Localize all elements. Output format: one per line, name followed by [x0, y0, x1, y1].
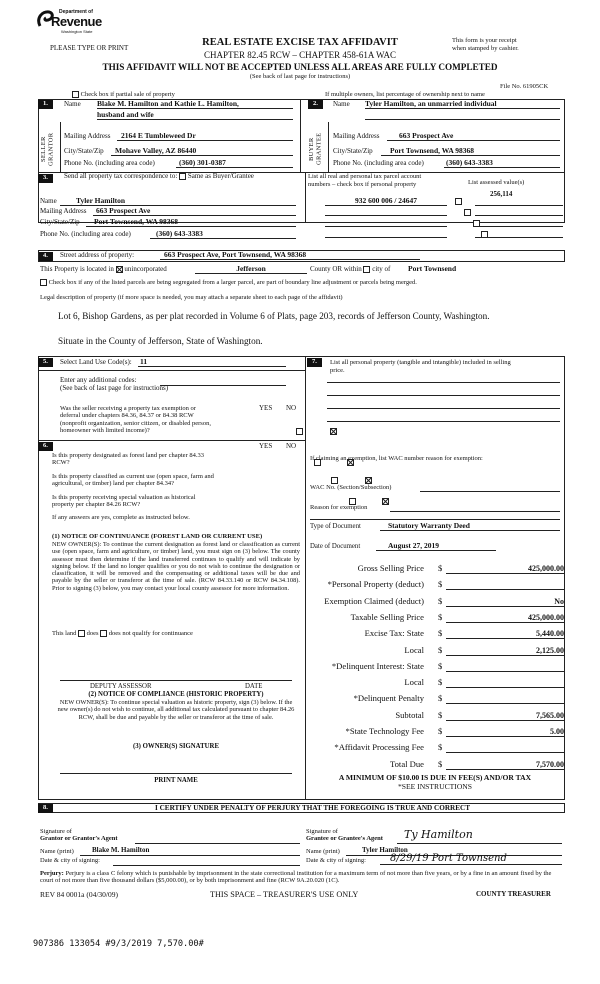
s5-q1-no-checkbox[interactable]	[330, 428, 337, 435]
seller-phone: (360) 301-0387	[176, 159, 293, 168]
form-warning: THIS AFFIDAVIT WILL NOT BE ACCEPTED UNLESS ALL AREAS ARE FULLY COMPLETED	[102, 62, 498, 72]
fee-label: *Delinquent Penalty	[353, 693, 424, 703]
fee-currency: $	[438, 628, 443, 638]
fee-currency: $	[438, 759, 443, 769]
dor-logo	[37, 8, 102, 38]
seller-side-label: SELLER GRANTOR	[40, 132, 55, 166]
fee-label: *Delinquent Interest: State	[331, 661, 424, 671]
section-6-badge: 6.	[38, 442, 53, 451]
county-or-within: County OR within city of	[310, 265, 391, 274]
legal-description-2: Situate in the County of Jefferson, State of Washington.	[58, 336, 263, 346]
minimum-fee-note: A MINIMUM OF $10.00 IS DUE IN FEE(S) AND/OR TAX	[338, 773, 532, 782]
fee-value: 5,440.00	[446, 628, 564, 639]
section-3-intro: Send all property tax correspondence to: Same as Buyer/Grantee	[64, 172, 254, 181]
seller-name-1: Blake M. Hamilton and Kathie L. Hamilton,	[97, 100, 293, 109]
certify-statement: I CERTIFY UNDER PENALTY OF PERJURY THAT THE FOREGOING IS TRUE AND CORRECT	[155, 804, 470, 812]
fee-value	[446, 579, 564, 590]
fee-currency: $	[438, 645, 443, 655]
city-of-checkbox[interactable]	[363, 266, 370, 273]
fee-value: No	[446, 596, 564, 607]
fee-value	[446, 693, 564, 704]
section-4-badge: 4.	[38, 252, 53, 261]
s6-q2: Is this property classified as current use (open space, farm and agricultural, or timber) land per chapter 84.34?	[52, 473, 214, 488]
fee-currency: $	[438, 726, 443, 736]
see-instructions-note: *SEE INSTRUCTIONS	[397, 782, 473, 791]
fee-value: 425,000.00	[446, 563, 564, 574]
s6-q2-no-checkbox[interactable]	[365, 477, 372, 484]
this-land-row: This land does does not qualify for continuance	[52, 630, 193, 637]
grantor-date-label: Date & city of signing:	[40, 857, 100, 864]
buyer-phone-label: Phone No. (including area code)	[333, 159, 424, 167]
seller-phone-label: Phone No. (including area code)	[64, 159, 155, 167]
buyer-side-label: BUYER GRANTEE	[308, 132, 323, 166]
grantee-date-label: Date & city of signing:	[306, 857, 366, 864]
treasurer-stamp: 907386 133054 #9/3/2019 7,570.00#	[33, 939, 204, 949]
fee-currency: $	[438, 710, 443, 720]
fee-label: Excise Tax: State	[364, 628, 424, 638]
s6-q1: Is this property designated as forest land per chapter 84.33 RCW?	[52, 452, 204, 467]
buyer-name-label: Name	[333, 100, 350, 108]
fee-value: 2,125.00	[446, 645, 564, 656]
buyer-phone: (360) 643-3383	[444, 159, 560, 168]
legal-description-1: Lot 6, Bishop Gardens, as per plat recorded in Volume 6 of Plats, page 203, records of Jefferson County, Washington.	[58, 311, 490, 321]
same-as-buyer-label: Same as Buyer/Grantee	[187, 172, 254, 181]
logo-line1: Department of	[59, 9, 93, 15]
notice-continuance-title: (1) NOTICE OF CONTINUANCE (FOREST LAND OR CURRENT USE)	[52, 533, 263, 540]
fee-currency: $	[438, 612, 443, 622]
buyer-city-label: City/State/Zip	[333, 147, 373, 155]
perjury-notice: Perjury: Perjury is a class C felony which is punishable by imprisonment in the state correctional institution for a maximum term of not more than five years, or by a fine in an amount fixed by the court of not more than five thousand dollars ($5,000.00), or by both imprisonment and fine (RCW 9A.20.020 (1C).	[40, 870, 552, 885]
segregated-checkbox[interactable]	[40, 279, 47, 286]
seller-mailing: 2164 E Tumbleweed Dr	[117, 132, 293, 141]
print-name-label: PRINT NAME	[154, 777, 198, 784]
fee-value: 5.00	[446, 726, 564, 737]
s5-q1: Was the seller receiving a property tax exemption or deferral under chapters 84.36, 84.37 or 84.38 RCW (nonprofit organization, senior citizen, or disabled person, homeowner with limited income)?	[60, 405, 211, 434]
receipt-note-1: This form is your receipt	[452, 37, 517, 44]
notice-continuance-body: NEW OWNER(S): To continue the current designation as forest land or classification as current use (open space, farm and agriculture, or timber) land, you must sign on (3) below. The county assessor must then determine if the land transferred continues to qualify and will indicate by signing below. If the land no longer qualifies or you do not wish to continue the designation or classification, it will be removed and the compensating or additional taxes will be due and payable by the seller or transferor at the time of sale. (RCW 84.33.140 or RCW 84.34.108). Prior to signing (3) below, you may contact your local county assessor for more information.	[52, 541, 300, 592]
fee-value	[446, 677, 564, 688]
land-use-code: 11	[138, 358, 286, 367]
doc-date-label: Date of Document	[310, 543, 361, 550]
seller-mailing-label: Mailing Address	[64, 132, 111, 140]
multiple-owners-note: If multiple owners, list percentage of ownership next to name	[325, 91, 485, 98]
s3-city-label: City/State/Zip	[40, 218, 80, 226]
s5-yes-header: YES	[259, 404, 273, 412]
notice-compliance-title: (2) NOTICE OF COMPLIANCE (HISTORIC PROPERTY)	[88, 691, 264, 698]
fee-label: Subtotal	[395, 710, 424, 720]
s6-note: If any answers are yes, complete as instructed below.	[52, 514, 190, 521]
s3-mailing: 663 Prospect Ave	[93, 207, 296, 216]
fee-label: *State Technology Fee	[345, 726, 424, 736]
partial-sale-row	[72, 91, 175, 98]
fee-label: Local	[404, 645, 424, 655]
grantee-date-city: 8/29/19 Port Townsend	[380, 853, 562, 865]
section-1-badge: 1.	[38, 100, 53, 109]
parcel-number: 932 600 006 / 24647	[325, 197, 447, 206]
s5-q1-yes-checkbox[interactable]	[296, 428, 303, 435]
grantor-name: Blake M. Hamilton	[80, 847, 300, 856]
partial-sale-label: Check box if partial sale of property	[80, 91, 175, 98]
parcel-header-1: List all real and personal tax parcel account	[308, 173, 422, 180]
s5-no-header: NO	[286, 404, 297, 412]
fee-label: Exemption Claimed (deduct)	[324, 596, 424, 606]
section-5-badge: 5.	[38, 358, 53, 367]
seller-city: Mohave Valley, AZ 86440	[111, 147, 293, 156]
treasurer-use-only: THIS SPACE – TREASURER'S USE ONLY	[210, 890, 359, 899]
reason-label: Reason for exemption	[310, 504, 368, 511]
fee-value: 7,565.00	[446, 710, 564, 721]
deputy-assessor-label: DEPUTY ASSESSOR	[90, 683, 152, 690]
property-city: Port Townsend	[408, 264, 457, 273]
personal-property-label-2: price.	[330, 367, 345, 374]
fee-value	[446, 661, 564, 672]
wac-field[interactable]	[420, 484, 560, 492]
section-3-badge: 3.	[38, 174, 53, 183]
doc-date: August 27, 2019	[376, 542, 496, 551]
additional-codes-label-2: (See back of last page for instructions)	[60, 384, 169, 392]
parcel-2-checkbox[interactable]	[464, 209, 471, 216]
see-back-note: (See back of last page for instructions)	[249, 73, 351, 80]
section-7-badge: 7.	[307, 358, 322, 367]
fee-label: *Personal Property (deduct)	[327, 579, 424, 589]
property-street: 663 Prospect Ave, Port Townsend, WA 98368	[160, 251, 420, 260]
partial-sale-checkbox[interactable]	[72, 91, 79, 98]
assessed-header: List assessed value(s)	[468, 179, 525, 186]
s6-no-header: NO	[286, 442, 297, 450]
personal-property-label-1: List all personal property (tangible and intangible) included in selling	[330, 359, 511, 366]
logo-word: Revenue	[51, 14, 102, 29]
reason-field[interactable]	[390, 504, 560, 512]
s3-phone: (360) 643-3383	[150, 230, 296, 239]
wac-label: WAC No. (Section/Subsection)	[310, 484, 392, 491]
grantor-name-label: Name (print)	[40, 848, 74, 855]
s3-name: Tyler Hamilton	[60, 197, 296, 206]
buyer-mailing: 663 Prospect Ave	[387, 132, 560, 141]
notice-compliance-body: NEW OWNER(S): To continue special valuation as historic property, sign (3) below. If the new owner(s) do not wish to continue, all additional tax calculated pursuant to chapter 84.26 RCW, shall be due and payable by the seller or transferor at the time of sale.	[57, 699, 295, 721]
s3-city: Port Townsend, WA 98368	[86, 218, 296, 227]
grantee-name: Tyler Hamilton	[346, 847, 562, 856]
land-use-label: Select Land Use Code(s):	[60, 358, 132, 366]
doc-type-label: Type of Document	[310, 523, 361, 530]
receipt-note-2: when stamped by cashier.	[452, 45, 519, 52]
street-label: Street address of property:	[60, 251, 135, 259]
unincorporated-checkbox[interactable]	[116, 266, 123, 273]
assessed-value: 256,114	[490, 190, 513, 198]
fee-value	[446, 742, 564, 753]
s6-q3-no-checkbox[interactable]	[382, 498, 389, 505]
fee-label: Total Due	[389, 759, 424, 769]
s6-q3: Is this property receiving special valuation as historical property per chapter 84.26 RCW?	[52, 494, 196, 509]
deputy-date-label: DATE	[245, 683, 263, 690]
rev-number: REV 84 0001a (04/30/09)	[40, 890, 118, 899]
grantee-name-label: Name (print)	[306, 848, 340, 855]
seller-city-label: City/State/Zip	[64, 147, 104, 155]
property-located-row: This Property is located in unincorporated	[40, 265, 167, 274]
buyer-city: Port Townsend, WA 98368	[381, 147, 560, 156]
file-number: File No. 61905CK	[500, 83, 549, 90]
fee-label: Gross Selling Price	[357, 563, 424, 573]
doc-type: Statutory Warranty Deed	[380, 522, 560, 531]
section-2-badge: 2.	[308, 100, 323, 109]
logo-line3: Washington State	[61, 29, 93, 34]
fee-currency: $	[438, 677, 443, 687]
grantee-signature: Ty Hamilton	[404, 828, 473, 841]
fee-value: 425,000.00	[446, 612, 564, 623]
fee-currency: $	[438, 579, 443, 589]
form-title: REAL ESTATE EXCISE TAX AFFIDAVIT	[202, 37, 398, 48]
fee-currency: $	[438, 742, 443, 752]
form-chapter: CHAPTER 82.45 RCW – CHAPTER 458-61A WAC	[204, 50, 396, 60]
land-does-not-checkbox[interactable]	[100, 630, 107, 637]
land-does-checkbox[interactable]	[78, 630, 85, 637]
same-as-buyer-checkbox[interactable]	[179, 173, 186, 180]
buyer-mailing-label: Mailing Address	[333, 132, 380, 140]
additional-codes-label-1: Enter any additional codes:	[60, 376, 137, 384]
grantee-sig-label: Signature of Grantee or Grantee's Agent	[306, 828, 383, 843]
s3-mailing-label: Mailing Address	[40, 207, 87, 215]
s6-yes-header: YES	[259, 442, 273, 450]
section-8-badge: 8.	[38, 804, 53, 813]
owner-signature-title: (3) OWNER(S) SIGNATURE	[133, 743, 219, 750]
county-treasurer-label: COUNTY TREASURER	[476, 890, 551, 898]
fee-value: 7,570.00	[446, 759, 564, 770]
fee-currency: $	[438, 693, 443, 703]
seller-name-2: husband and wife	[97, 111, 293, 120]
segregated-row: Check box if any of the listed parcels are being segregated from a larger parcel, are part of boundary line adjustment or parcels being merged.	[40, 279, 417, 286]
fee-label: Local	[404, 677, 424, 687]
s3-phone-label: Phone No. (including area code)	[40, 230, 131, 238]
fee-currency: $	[438, 661, 443, 671]
grantor-sig-label: Signature of Grantor or Grantor's Agent	[40, 828, 118, 843]
fee-label: Taxable Selling Price	[350, 612, 424, 622]
fee-currency: $	[438, 596, 443, 606]
s6-q2-yes-checkbox[interactable]	[331, 477, 338, 484]
fee-currency: $	[438, 563, 443, 573]
s3-name-label: Name	[40, 197, 57, 205]
please-type-label: PLEASE TYPE OR PRINT	[50, 44, 129, 52]
buyer-name-1: Tyler Hamilton, an unmarried individual	[365, 100, 560, 109]
fee-label: *Affidavit Processing Fee	[334, 742, 424, 752]
seller-name-label: Name	[64, 100, 81, 108]
parcel-1-checkbox[interactable]	[455, 198, 462, 205]
property-county: Jefferson	[195, 265, 307, 274]
legal-description-label: Legal description of property (if more space is needed, you may attach a separate sheet to each page of the affidavit)	[40, 294, 343, 301]
exemption-label: If claiming an exemption, list WAC number reason for exemption:	[310, 455, 483, 462]
additional-codes-field[interactable]	[160, 378, 286, 386]
parcel-header-2: numbers – check box if personal property	[308, 181, 417, 188]
